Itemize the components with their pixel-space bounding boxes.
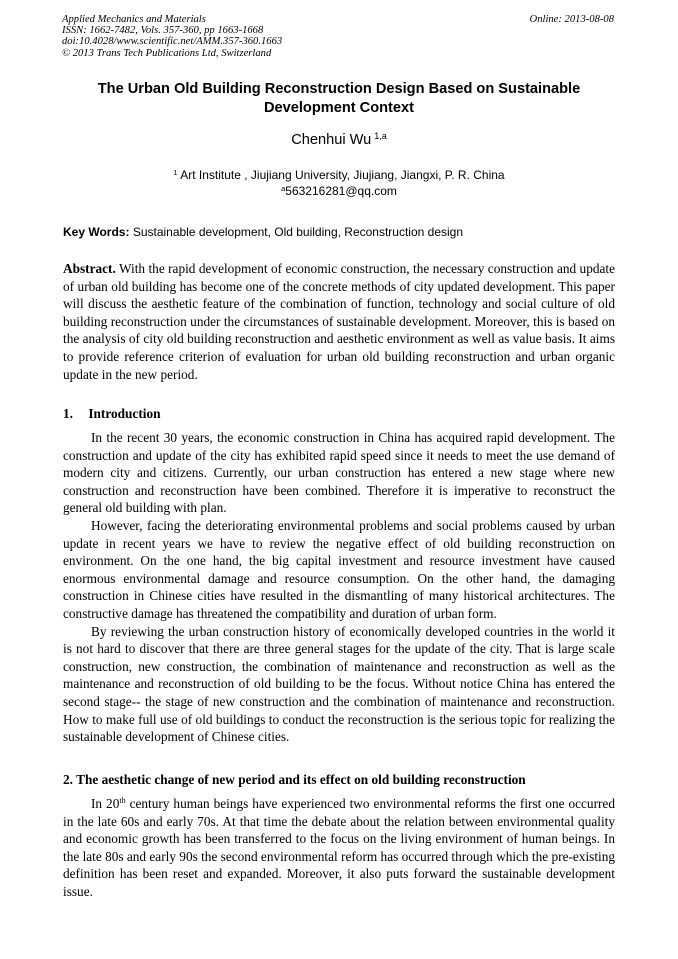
title-line-2: Development Context — [263, 100, 414, 116]
author-line — [62, 131, 616, 149]
journal-header — [62, 14, 282, 59]
abstract-text: With the rapid development of economic construction, the necessary construction and update of urban old building has become one of the concrete methods of city updated development. This paper will discuss the aesthetic feature of the combination of function, technology and social culture of old building reconstruction under the circumstances of sustainable development. Moreover, this is based on the analysis of city old building reconstruction and aesthetic environment as well as value basis. It aims to provide reference criterion of evaluation for urban old building reconstruction and urban organic update in the new period. — [63, 261, 616, 382]
online-date: Online: 2013-08-08 — [529, 14, 614, 25]
author-superscript: 1,a — [374, 131, 387, 141]
ordinal-superscript: th — [119, 796, 126, 805]
email-superscript: a — [281, 184, 286, 193]
paper-title — [62, 80, 616, 118]
copyright-line: © 2013 Trans Tech Publications Ltd, Switzerland — [62, 47, 272, 59]
section-number: 1. — [63, 406, 73, 421]
section-body-introduction — [63, 429, 615, 746]
abstract — [63, 260, 615, 383]
keywords-text: Sustainable development, Old building, Reconstruction design — [132, 225, 464, 239]
affiliation-text: Art Institute , Jiujiang University, Jiujiang, Jiangxi, P. R. China — [180, 168, 505, 182]
email-line — [62, 183, 616, 199]
affiliation-superscript: 1 — [173, 168, 178, 177]
issn-line: ISSN: 1662-7482, Vols. 357-360, pp 1663-1668 — [62, 25, 264, 37]
paragraph-rest: century human beings have experienced two environmental reforms the first one occurred in the late 60s and early 70s. At that time the debate about the relation between environmental quality and economic growth has been transferred to the focus on the living environment of human beings. In the late 80s and early 90s the second environmental reform has occurred through which the pre-existing definition has been reset and expanded. Moreover, it also puts forward the sustainable development issue. — [63, 796, 616, 899]
title-line-1: The Urban Old Building Reconstruction Design Based on Sustainable — [97, 81, 581, 97]
paragraph — [63, 795, 615, 901]
section-title: The aesthetic change of new period and its effect on old building reconstruction — [76, 772, 526, 787]
doi-line: doi:10.4028/www.scientific.net/AMM.357-360.1663 — [62, 36, 283, 48]
affiliation-line — [62, 167, 616, 183]
journal-name: Applied Mechanics and Materials — [62, 14, 206, 25]
section-body-aesthetic-change — [63, 795, 615, 901]
affiliation-block — [62, 167, 616, 199]
paragraph: In the recent 30 years, the economic construction in China has acquired rapid development. The construction and update of the city has exhibited rapid speed since it needs to meet the use demand of modern city and citizens. Currently, our urban construction has entered a new stage where new construction and reconstruction have been combined. Therefore it is imperative to reconstruct the general old building with plan. — [63, 430, 615, 516]
paragraph-start: In 20 — [91, 796, 120, 811]
paragraph: By reviewing the urban construction history of economically developed countries in the world it is not hard to discover that there are three general stages for the update of the city. That is large scale construction, new construction, the combination of maintenance and reconstruction as well as the maintenance and reconstruction of old building to be the focus. Without notice China has entered the second stage-- the stage of new construction and the combination of maintenance and reconstruction. How to make full use of old buildings to conduct the reconstruction is the serious topic for realizing the sustainable development of Chinese cities. — [63, 623, 615, 745]
section-title: Introduction — [88, 406, 161, 421]
section-heading-aesthetic-change — [63, 771, 615, 788]
author-name: Chenhui Wu — [291, 132, 372, 148]
author-email: 563216281@qq.com — [285, 184, 397, 198]
section-heading-introduction — [63, 405, 615, 422]
section-number: 2. — [63, 772, 73, 787]
abstract-label: Abstract. — [63, 261, 116, 276]
keywords-label: Key Words: — [63, 225, 130, 239]
paragraph: However, facing the deteriorating environmental problems and social problems caused by urban update in recent years we have to review the negative effect of old building reconstruction on environment. On the one hand, the big capital investment and resource investment have caused enormous environmental damage and resource consumption. On the other hand, the damaging construction in Chinese cities have resulted in the dismantling of many historical architectures. The constructive damage has threatened the compatibility and duration of urban form. — [63, 517, 615, 621]
keywords — [63, 224, 617, 240]
